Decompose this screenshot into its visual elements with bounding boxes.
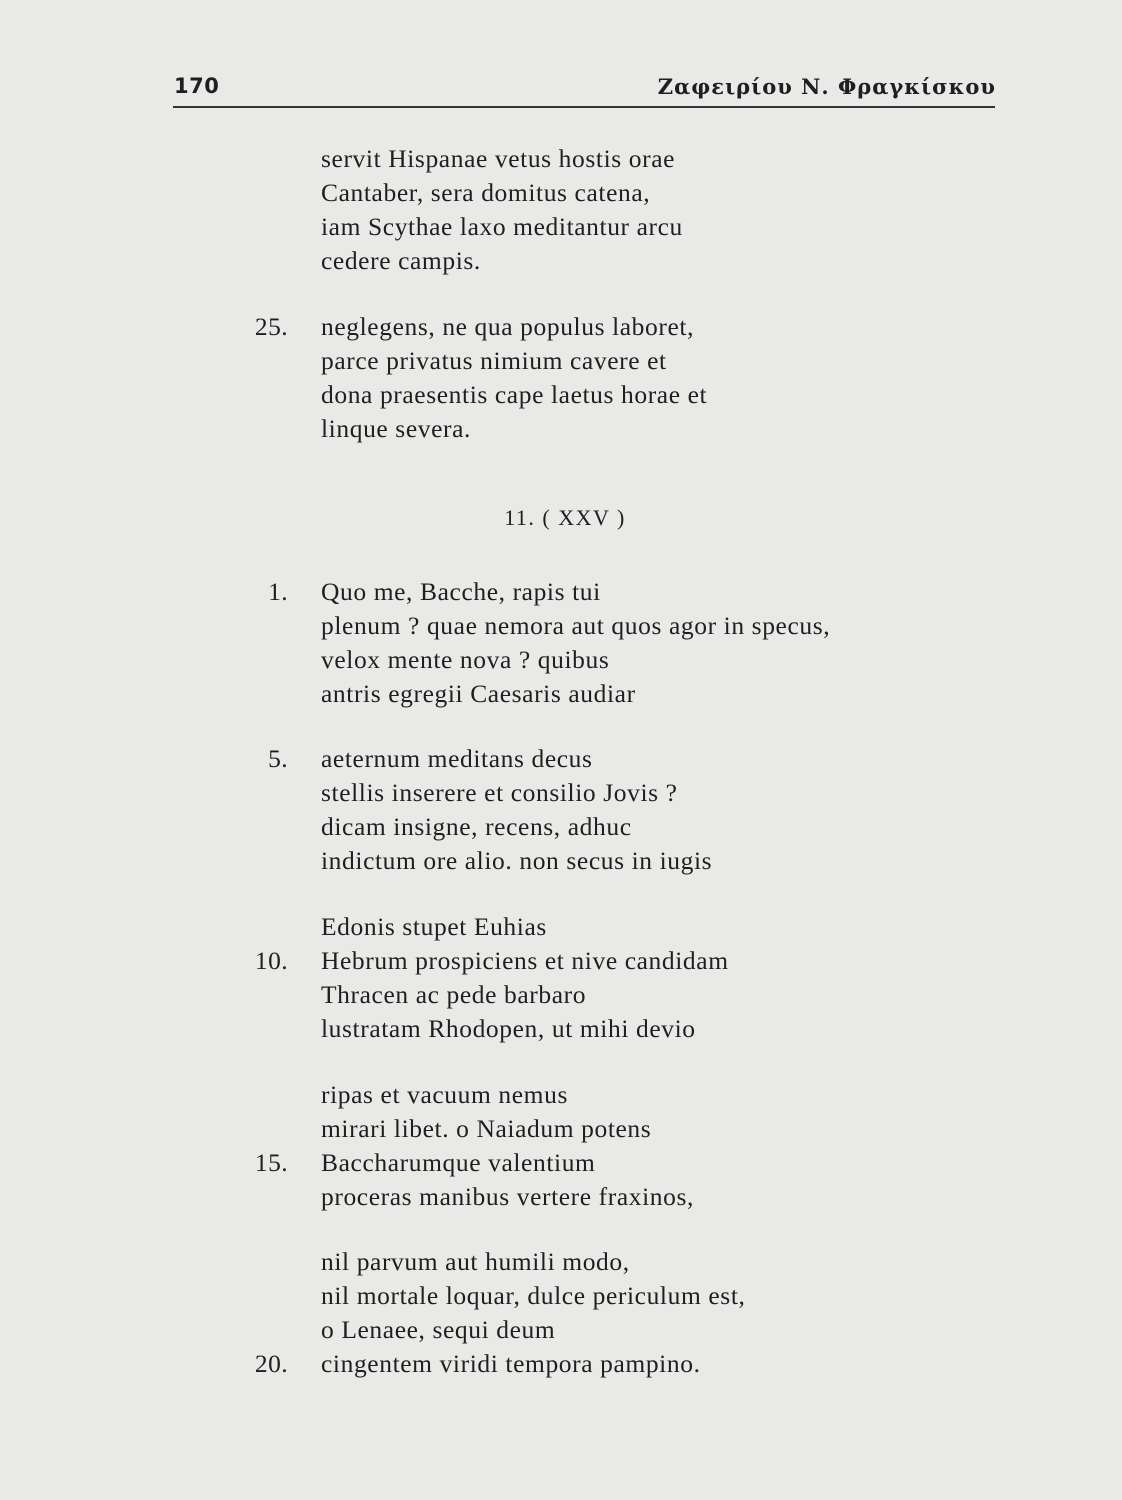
verse-line <box>0 810 1122 844</box>
verse-line <box>0 677 1122 711</box>
line-text: Edonis stupet Euhias <box>321 912 547 941</box>
verse-line <box>0 310 1122 344</box>
line-number: 1. <box>268 577 288 606</box>
verse-line <box>0 1347 1122 1381</box>
line-text: aeternum meditans decus <box>321 744 593 773</box>
verse-line <box>0 1146 1122 1180</box>
line-text: Cantaber, sera domitus catena, <box>321 178 651 207</box>
line-number: 15. <box>254 1148 288 1177</box>
line-text: Hebrum prospiciens et nive candidam <box>321 946 729 975</box>
line-text: antris egregii Caesaris audiar <box>321 679 636 708</box>
verse-line <box>0 910 1122 944</box>
stanza <box>0 142 1122 278</box>
stanza <box>0 1078 1122 1214</box>
verse-line <box>0 412 1122 446</box>
line-text: proceras manibus vertere fraxinos, <box>321 1182 695 1211</box>
verse-line <box>0 742 1122 776</box>
verse-line <box>0 1012 1122 1046</box>
line-text: servit Hispanae vetus hostis orae <box>321 144 676 173</box>
verse-line <box>0 1313 1122 1347</box>
line-text: velox mente nova ? quibus <box>321 645 610 674</box>
stanza <box>0 1245 1122 1381</box>
line-text: stellis inserere et consilio Jovis ? <box>321 778 678 807</box>
verse-line <box>0 378 1122 412</box>
line-number: 10. <box>254 946 288 975</box>
verse-line <box>0 1279 1122 1313</box>
line-text: Quo me, Bacche, rapis tui <box>321 577 601 606</box>
verse-line <box>0 1180 1122 1214</box>
line-text: nil parvum aut humili modo, <box>321 1247 630 1276</box>
verse-line <box>0 142 1122 176</box>
verse-line <box>0 944 1122 978</box>
verse-line <box>0 1112 1122 1146</box>
page-number: 170 <box>174 74 220 98</box>
line-text: plenum ? quae nemora aut quos agor in specus, <box>321 611 831 640</box>
line-text: cingentem viridi tempora pampino. <box>321 1349 701 1378</box>
verse-line <box>0 244 1122 278</box>
line-text: linque severa. <box>321 414 472 443</box>
stanza <box>0 310 1122 446</box>
verse-line <box>0 176 1122 210</box>
stanza <box>0 910 1122 1046</box>
verse-line <box>0 844 1122 878</box>
line-number: 5. <box>268 744 288 773</box>
verse-line <box>0 1078 1122 1112</box>
line-text: mirari libet. o Naiadum potens <box>321 1114 652 1143</box>
line-text: dicam insigne, recens, adhuc <box>321 812 632 841</box>
verse-line <box>0 776 1122 810</box>
line-text: cedere campis. <box>321 246 481 275</box>
line-text: parce privatus nimium cavere et <box>321 346 667 375</box>
line-text: Thracen ac pede barbaro <box>321 980 587 1009</box>
stanza <box>0 575 1122 711</box>
verse-line <box>0 210 1122 244</box>
line-number: 25. <box>254 312 288 341</box>
line-text: Baccharumque valentium <box>321 1148 596 1177</box>
line-text: dona praesentis cape laetus horae et <box>321 380 708 409</box>
line-text: lustratam Rhodopen, ut mihi devio <box>321 1014 696 1043</box>
line-text: o Lenaee, sequi deum <box>321 1315 556 1344</box>
header-rule <box>173 106 995 108</box>
verse-line <box>0 575 1122 609</box>
verse-line <box>0 344 1122 378</box>
ode-heading: 11. ( XXV ) <box>504 505 626 530</box>
running-head: Ζαφειρίου Ν. Φραγκίσκου <box>657 74 996 99</box>
line-text: nil mortale loquar, dulce periculum est, <box>321 1281 746 1310</box>
verse-line <box>0 978 1122 1012</box>
verse-line <box>0 643 1122 677</box>
line-number: 20. <box>254 1349 288 1378</box>
verse-line <box>0 609 1122 643</box>
line-text: iam Scythae laxo meditantur arcu <box>321 212 683 241</box>
stanza <box>0 742 1122 878</box>
line-text: ripas et vacuum nemus <box>321 1080 568 1109</box>
verse-line <box>0 1245 1122 1279</box>
line-text: indictum ore alio. non secus in iugis <box>321 846 713 875</box>
line-text: neglegens, ne qua populus laboret, <box>321 312 695 341</box>
